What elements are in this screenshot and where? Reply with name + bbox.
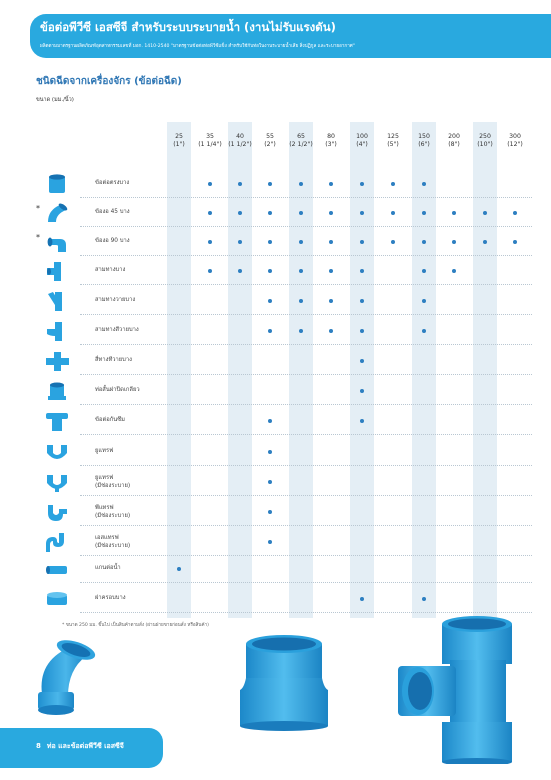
row-label (95, 448, 113, 456)
row-label (95, 267, 125, 275)
page-title: ข้อต่อพีวีซี เอสซีจี สำหรับระบบระบายน้ำ (งานไม่รับแรงดัน) (40, 20, 336, 34)
fitting-name: ข้องอ 90 บาง (95, 238, 130, 244)
row-label (95, 565, 121, 573)
fitting-name: ยูแทรฟ (95, 475, 114, 481)
availability-dot (268, 419, 273, 424)
size-mm: 125 (387, 133, 399, 140)
fitting-name: สามทางบาง (95, 267, 126, 273)
size-inch: (1") (173, 141, 185, 149)
row-divider (80, 226, 532, 227)
availability-dot (329, 211, 334, 216)
size-mm: 40 (236, 133, 244, 140)
size-inch: (6") (418, 141, 430, 149)
star-marker: * (36, 204, 40, 213)
fitting-name: แกนต่อน้ำ (95, 565, 121, 571)
availability-dot (329, 329, 334, 334)
size-inch: (2") (264, 141, 276, 149)
availability-dot (391, 211, 396, 216)
reducer-coupling-photo (236, 632, 332, 732)
size-mm: 35 (206, 133, 214, 140)
fitting-name: ฝาครอบบาง (95, 595, 126, 601)
row-divider (80, 525, 532, 526)
availability-dot (391, 182, 396, 187)
connector-pipe-icon (44, 558, 70, 580)
size-inch: (4") (356, 141, 368, 149)
standard-subtitle: ผลิตตามมาตรฐานผลิตภัณฑ์อุตสาหกรรมเลขที่ มอก. 1410-2540 "มาตรฐานข้อต่อท่อพีวีซีแข็ง สำหรับใช้กับท่อในงานระบายน้ำเสีย สิ่งปฏิกูล และระบายอากาศ" (40, 44, 355, 49)
size-mm: 65 (297, 133, 305, 140)
row-label (95, 327, 139, 335)
u-trap-vent-icon (44, 471, 70, 493)
row-label (95, 505, 130, 520)
row-divider (80, 612, 532, 613)
availability-dot (268, 299, 273, 304)
availability-dot (268, 450, 273, 455)
row-label (95, 238, 130, 246)
cleanout-plug-icon (44, 380, 70, 402)
availability-dot (452, 269, 457, 274)
availability-dot (452, 211, 457, 216)
row-label (95, 209, 130, 217)
availability-dot (268, 211, 273, 216)
availability-dot (268, 182, 273, 187)
size-inch: (12") (507, 141, 523, 149)
footer-tab (0, 728, 163, 768)
size-inch: (2 1/2") (289, 141, 313, 149)
fitting-name: ข้อต่อกันซึม (95, 417, 125, 423)
s-trap-icon (44, 531, 70, 553)
size-mm: 250 (479, 133, 491, 140)
row-divider (80, 465, 532, 466)
footnote: * ขนาด 250 มม. ขึ้นไป เป็นสินค้าตามสั่ง (ผ่านฝ่ายขายก่อนสั่ง หรือสินค้า) (62, 623, 209, 628)
availability-dot (329, 240, 334, 245)
row-divider (80, 197, 532, 198)
size-mm: 100 (356, 133, 368, 140)
availability-dot (329, 299, 334, 304)
availability-dot (268, 240, 273, 245)
fitting-name: สามทางวายบาง (95, 297, 136, 303)
u-trap-icon (44, 441, 70, 463)
row-divider (80, 344, 532, 345)
size-mm: 150 (418, 133, 430, 140)
header-band (30, 14, 551, 58)
availability-dot (208, 211, 213, 216)
row-label (95, 535, 130, 550)
size-inch: (10") (477, 141, 493, 149)
availability-dot (208, 240, 213, 245)
row-label (95, 180, 129, 188)
sanitary-tee-icon (44, 320, 70, 342)
row-divider (80, 495, 532, 496)
row-label (95, 357, 132, 365)
availability-dot (268, 329, 273, 334)
end-cap-icon (44, 588, 70, 610)
elbow-45-photo (28, 632, 112, 718)
availability-dot (391, 240, 396, 245)
elbow-45-icon (44, 202, 70, 224)
size-inch: (1 1/2") (228, 141, 252, 149)
page-number: 8 (36, 742, 41, 750)
floor-flange-icon (44, 410, 70, 432)
row-label (95, 387, 140, 395)
straight-coupling-icon (44, 173, 70, 195)
fitting-note: (มีช่องระบาย) (95, 542, 131, 549)
row-divider (80, 284, 532, 285)
fitting-name: ยูแทรฟ (95, 448, 114, 454)
row-divider (80, 374, 532, 375)
fitting-name: สามทางสีวายบาง (95, 327, 139, 333)
star-marker: * (36, 233, 40, 242)
size-inch: (1 1/4") (198, 141, 222, 149)
size-mm: 25 (175, 133, 183, 140)
size-caption: ขนาด (มม./นิ้ว) (36, 97, 74, 103)
row-divider (80, 582, 532, 583)
fitting-name: ท่อสั้นฝาปิดเกลียว (95, 387, 140, 393)
row-label (95, 417, 125, 425)
fitting-note: (มีช่องระบาย) (95, 512, 131, 519)
size-mm: 200 (448, 133, 460, 140)
fitting-note: (มีช่องระบาย) (95, 482, 131, 489)
tee-photo (398, 614, 528, 764)
tee-icon (44, 260, 70, 282)
fitting-name: เอสแทรฟ (95, 535, 119, 541)
availability-dot (329, 182, 334, 187)
elbow-90-icon (44, 231, 70, 253)
availability-dot (268, 510, 273, 515)
fitting-name: พีแทรฟ (95, 505, 114, 511)
size-mm: 55 (266, 133, 274, 140)
row-divider (80, 314, 532, 315)
fitting-name: ข้อต่อตรงบาง (95, 180, 130, 186)
availability-dot (268, 269, 273, 274)
availability-dot (513, 211, 518, 216)
size-inch: (3") (325, 141, 337, 149)
availability-dot (208, 269, 213, 274)
row-divider (80, 555, 532, 556)
p-trap-icon (44, 501, 70, 523)
row-divider (80, 404, 532, 405)
availability-dot (268, 540, 273, 545)
size-mm: 80 (327, 133, 335, 140)
availability-dot (208, 182, 213, 187)
size-mm: 300 (509, 133, 521, 140)
cross-tee-icon (44, 350, 70, 372)
fitting-name: ข้องอ 45 บาง (95, 209, 130, 215)
size-header-300 (497, 133, 533, 150)
size-inch: (8") (448, 141, 460, 149)
row-label (95, 297, 135, 305)
size-inch: (5") (387, 141, 399, 149)
availability-dot (452, 240, 457, 245)
footer-text: ท่อ และข้อต่อพีวีซี เอสซีจี (46, 742, 124, 750)
row-divider (80, 434, 532, 435)
section-title: ชนิดฉีดจากเครื่องจักร (ข้อต่อฉีด) (36, 76, 182, 87)
availability-dot (329, 269, 334, 274)
availability-dot (268, 480, 273, 485)
fitting-name: สี่ทางทีวายบาง (95, 357, 132, 363)
row-divider (80, 255, 532, 256)
availability-dot (513, 240, 518, 245)
row-label (95, 475, 130, 490)
row-label (95, 595, 126, 603)
wye-tee-icon (44, 290, 70, 312)
